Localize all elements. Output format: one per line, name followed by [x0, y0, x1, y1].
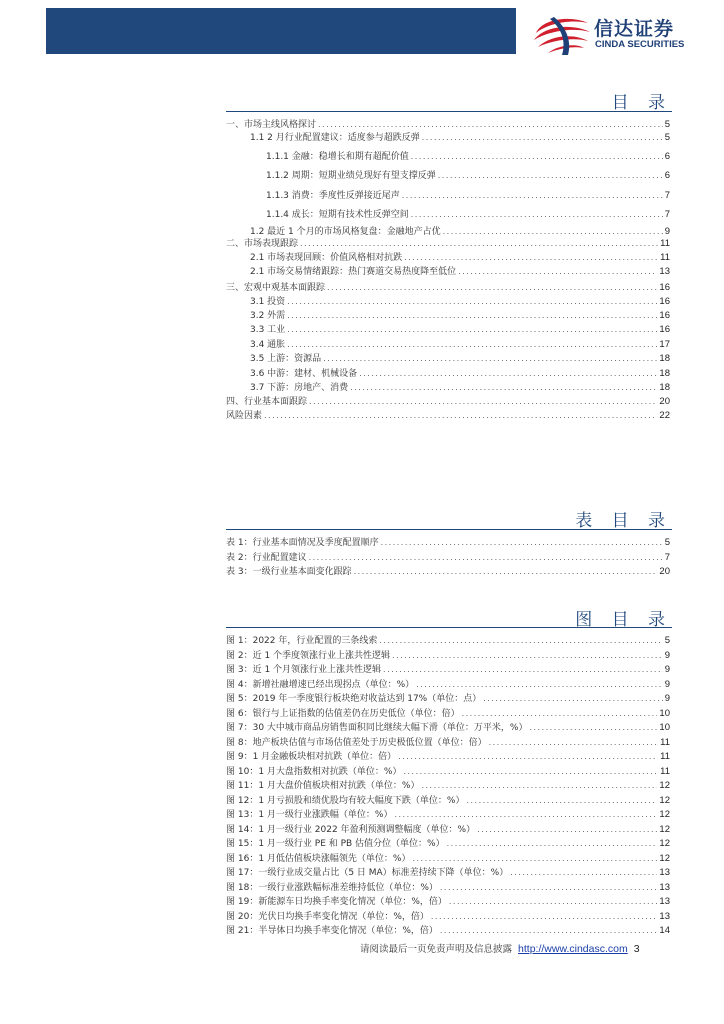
- toc-entry-page: 18: [659, 368, 670, 379]
- table-list-leader-dots: [309, 552, 663, 563]
- figure-list-entry-page: 12: [659, 852, 670, 864]
- figure-list-entry[interactable]: [226, 693, 670, 705]
- table-list-entry[interactable]: [226, 552, 670, 564]
- toc-entry-text: 3.4 通胀: [250, 340, 286, 350]
- toc-entry[interactable]: [226, 238, 670, 250]
- figure-list-leader-dots: [510, 867, 657, 878]
- toc-leader-dots: [404, 252, 658, 263]
- figure-list-leader-dots: [440, 882, 658, 893]
- figure-list-entry[interactable]: [226, 780, 670, 792]
- logo-chinese-name: 信达证券: [594, 18, 675, 40]
- toc-entry[interactable]: [250, 368, 670, 380]
- toc-entry[interactable]: [266, 151, 670, 163]
- toc-entry[interactable]: [226, 119, 670, 131]
- figure-list-entry-page: 13: [659, 896, 670, 907]
- toc-entry-page: 5: [664, 132, 670, 143]
- figure-list-leader-dots: [431, 911, 658, 922]
- figure-list-leader-dots: [489, 737, 659, 748]
- table-list-entry[interactable]: [226, 537, 670, 549]
- toc-entry-text: 三、宏观中观基本面跟踪: [226, 283, 326, 293]
- toc-leader-dots: [287, 324, 657, 335]
- toc-leader-dots: [402, 190, 663, 201]
- table-list-title: 表 目 录: [575, 511, 672, 531]
- toc-entry-text: 一、市场主线风格探讨: [226, 120, 317, 130]
- toc-entry-page: 7: [664, 190, 670, 201]
- footer-website-link[interactable]: http://www.cindasc.com: [518, 943, 628, 955]
- figure-list-entry-text: 图 19：新能源车日均换手率变化情况（单位：%，倍）: [226, 897, 447, 907]
- toc-entry-text: 3.2 外需: [250, 311, 286, 321]
- figure-list-entry-page: 13: [659, 867, 670, 878]
- figure-list-entry-page: 12: [659, 809, 670, 820]
- figure-list-entry-page: 12: [659, 780, 670, 791]
- figure-list-entry-text: 图 4：新增社融增速已经出现拐点（单位：%）: [226, 679, 415, 690]
- toc-entry[interactable]: [266, 190, 670, 202]
- toc-leader-dots: [264, 410, 657, 421]
- toc-entry[interactable]: [250, 324, 670, 336]
- figure-list-entry-page: 14: [659, 925, 670, 936]
- toc-entry-text: 2.1 市场表现回顾：价值风格相对抗跌: [250, 253, 403, 263]
- toc-leader-dots: [327, 282, 657, 293]
- header-banner: [46, 8, 516, 54]
- figure-list-entry[interactable]: [226, 853, 670, 865]
- figure-list-entry-page: 13: [659, 910, 670, 922]
- toc-entry-text: 3.5 上游：资源品: [250, 354, 322, 364]
- figure-list-entry[interactable]: [226, 766, 670, 778]
- toc-entry-page: 18: [659, 382, 670, 393]
- toc-entry-text: 3.1 投资: [250, 297, 286, 307]
- toc-entry[interactable]: [266, 209, 670, 221]
- figure-list-entry-text: 图 8：地产板块估值与市场估值差处于历史极低位置（单位：倍）: [226, 737, 487, 748]
- toc-entry-text: 1.1.4 成长：短期有技术性反弹空间: [266, 210, 409, 220]
- figure-list-entry[interactable]: [226, 679, 670, 691]
- toc-entry-page: 17: [659, 339, 670, 350]
- toc-leader-dots: [287, 296, 657, 307]
- figure-list-entry-page: 9: [664, 678, 670, 690]
- figure-list-leader-dots: [447, 838, 658, 849]
- toc-entry[interactable]: [250, 339, 670, 351]
- footer-disclaimer: 请阅读最后一页免责声明及信息披露: [360, 944, 513, 955]
- figure-list-leader-dots: [383, 664, 663, 675]
- toc-entry[interactable]: [250, 382, 670, 394]
- toc-entry-page: 7: [664, 209, 670, 220]
- toc-entry[interactable]: [250, 226, 670, 238]
- figure-list-entry[interactable]: [226, 751, 670, 763]
- figure-list-entry[interactable]: [226, 896, 670, 908]
- toc-entry-text: 1.2 最近 1 个月的市场风格复盘：金融地产占优: [250, 227, 441, 237]
- figure-list-divider: [226, 627, 672, 628]
- toc-entry[interactable]: [250, 252, 670, 264]
- figure-list-leader-dots: [529, 722, 657, 733]
- toc-entry-text: 3.6 中游：建材、机械设备: [250, 369, 358, 379]
- figure-list-entry-page: 13: [659, 881, 670, 893]
- figure-list-entry[interactable]: [226, 795, 670, 807]
- figure-list-leader-dots: [449, 896, 658, 907]
- toc-entry[interactable]: [250, 296, 670, 308]
- figure-list-entry[interactable]: [226, 925, 670, 937]
- toc-entry-page: 16: [659, 310, 670, 321]
- toc-entry-page: 16: [659, 324, 670, 335]
- figure-list-leader-dots: [466, 795, 657, 806]
- table-list-entry-text: 表 2：行业配置建议: [226, 552, 307, 563]
- toc-leader-dots: [422, 132, 663, 143]
- figure-list-entry[interactable]: [226, 708, 670, 720]
- figure-list-entry-text: 图 20：光伏日均换手率变化情况（单位：%，倍）: [226, 911, 429, 922]
- figure-list-leader-dots: [440, 925, 658, 936]
- figure-list-entry-page: 5: [664, 635, 670, 646]
- figure-list-entry-text: 图 18：一级行业涨跌幅标准差维持低位（单位：%）: [226, 882, 438, 893]
- figure-list-title: 图 目 录: [575, 610, 672, 630]
- figure-list-leader-dots: [398, 751, 658, 762]
- toc-entry[interactable]: [266, 170, 670, 182]
- toc-leader-dots: [443, 226, 663, 237]
- figure-list-entry-text: 图 9：1 月金融板块相对抗跌（单位：倍）: [226, 752, 397, 762]
- figure-list-entry-page: 10: [659, 722, 670, 733]
- table-list-entry-page: 5: [664, 537, 670, 548]
- figure-list-entry[interactable]: [226, 824, 670, 836]
- figure-list-entry-text: 图 15：1 月一级行业 PE 和 PB 估值分位（单位：%）: [226, 839, 445, 849]
- toc-entry[interactable]: [226, 410, 670, 422]
- figure-list-entry-text: 图 2：近 1 个季度领涨行业上涨共性逻辑: [226, 650, 391, 661]
- table-list-entry-text: 表 1：行业基本面情况及季度配置顺序: [226, 538, 379, 548]
- figure-list-leader-dots: [394, 809, 657, 820]
- figure-list-leader-dots: [483, 693, 662, 704]
- figure-list-entry-page: 12: [659, 838, 670, 849]
- toc-leader-dots: [411, 151, 663, 162]
- table-list-leader-dots: [354, 566, 658, 577]
- figure-list-entry-text: 图 11：1 月大盘价值板块相对抗跌（单位：%）: [226, 781, 420, 791]
- page-number: 3: [633, 943, 640, 955]
- toc-entry-text: 1.1.1 金融：稳增长和期有超配价值: [266, 152, 409, 162]
- table-list-entry-page: 20: [659, 566, 670, 577]
- figure-list-entry[interactable]: [226, 809, 670, 821]
- figure-list-entry[interactable]: [226, 722, 670, 734]
- toc-entry[interactable]: [226, 282, 670, 294]
- toc-entry[interactable]: [226, 396, 670, 408]
- toc-leader-dots: [318, 119, 663, 130]
- figure-list-leader-dots: [462, 708, 658, 719]
- toc-leader-dots: [350, 382, 657, 393]
- toc-divider: [226, 111, 672, 112]
- toc-entry-page: 5: [664, 119, 670, 130]
- figure-list-entry-text: 图 13：1 月一级行业涨跌幅（单位：%）: [226, 810, 393, 820]
- toc-title: 目 录: [611, 93, 672, 113]
- toc-entry-text: 3.7 下游：房地产、消费: [250, 383, 349, 393]
- table-list-entry-page: 7: [664, 551, 670, 563]
- figure-list-entry[interactable]: [226, 737, 670, 749]
- globe-logo-icon: [532, 13, 592, 55]
- toc-entry-text: 二、市场表现跟踪: [226, 239, 299, 249]
- figure-list-leader-dots: [416, 679, 663, 690]
- figure-list-leader-dots: [412, 853, 657, 864]
- toc-entry-page: 18: [659, 353, 670, 364]
- toc-entry-text: 四、行业基本面跟踪: [226, 397, 308, 407]
- table-list-divider: [226, 529, 672, 530]
- toc-entry-text: 1.1.2 周期：短期业绩兑现好有望支撑反弹: [266, 171, 436, 181]
- figure-list-entry[interactable]: [226, 650, 670, 662]
- toc-entry-text: 1.1.3 消费：季度性反弹接近尾声: [266, 191, 400, 201]
- toc-entry-text: 3.3 工业: [250, 325, 286, 335]
- toc-entry-text: 2.1 市场交易情绪跟踪：热门赛道交易热度降至低位: [250, 267, 457, 277]
- toc-entry-page: 6: [664, 170, 670, 181]
- figure-list-entry[interactable]: [226, 911, 670, 923]
- toc-entry[interactable]: [250, 132, 670, 144]
- figure-list-entry[interactable]: [226, 635, 670, 647]
- figure-list-entry-text: 图 10：1 月大盘指数相对抗跌（单位：%）: [226, 766, 402, 777]
- figure-list-entry-text: 图 12：1 月亏损股和绩优股均有较大幅度下跌（单位：%）: [226, 795, 465, 806]
- figure-list-entry-page: 11: [660, 736, 670, 748]
- figure-list-entry-page: 11: [660, 751, 670, 762]
- figure-list-leader-dots: [403, 766, 658, 777]
- figure-list-leader-dots: [392, 650, 663, 661]
- figure-list-entry-text: 图 5：2019 年一季度银行板块绝对收益达到 17%（单位：点）: [226, 694, 482, 704]
- toc-entry[interactable]: [250, 310, 670, 322]
- figure-list-entry-text: 图 7：30 大中城市商品房销售面积同比继续大幅下滑（单位：万平米，%）: [226, 723, 528, 733]
- figure-list-entry-text: 图 17：一级行业成交量占比（5 日 MA）标准差持续下降（单位：%）: [226, 868, 509, 878]
- figure-list-entry[interactable]: [226, 882, 670, 894]
- page-footer: [360, 941, 640, 955]
- figure-list-entry-text: 图 6：银行与上证指数的估值差仍在历史低位（单位：倍）: [226, 708, 460, 719]
- toc-leader-dots: [323, 353, 657, 364]
- figure-list-leader-dots: [477, 824, 657, 835]
- toc-entry-page: 20: [659, 396, 670, 407]
- figure-list-entry-text: 图 14：1 月一级行业 2022 年盈利预测调整幅度（单位：%）: [226, 824, 476, 835]
- toc-leader-dots: [458, 266, 657, 277]
- figure-list-entry-text: 图 16：1 月低估值板块涨幅领先（单位：%）: [226, 853, 411, 864]
- toc-entry-text: 风险因素: [226, 411, 263, 421]
- figure-list-entry-text: 图 3：近 1 个月领涨行业上涨共性逻辑: [226, 665, 382, 675]
- figure-list-entry-page: 10: [659, 707, 670, 719]
- toc-entry-text: 1.1 2 月行业配置建议：适度参与超跌反弹: [250, 133, 420, 143]
- toc-leader-dots: [287, 310, 657, 321]
- figure-list-entry-text: 图 21：半导体日均换手率变化情况（单位：%，倍）: [226, 926, 438, 936]
- toc-leader-dots: [438, 170, 663, 181]
- toc-entry-page: 22: [659, 410, 670, 421]
- figure-list-leader-dots: [421, 780, 657, 791]
- toc-leader-dots: [411, 209, 663, 220]
- company-logo: [532, 13, 718, 57]
- toc-leader-dots: [300, 238, 658, 249]
- toc-entry-page: 16: [659, 282, 670, 293]
- figure-list-entry-page: 9: [664, 649, 670, 661]
- figure-list-entry-text: 图 1：2022 年，行业配置的三条线索: [226, 636, 378, 646]
- toc-entry-page: 11: [660, 252, 670, 263]
- figure-list-entry-page: 9: [664, 693, 670, 704]
- toc-entry-page: 9: [664, 226, 670, 237]
- toc-entry[interactable]: [250, 353, 670, 365]
- table-list-entry-text: 表 3：一级行业基本面变化跟踪: [226, 567, 352, 577]
- toc-entry[interactable]: [250, 266, 670, 278]
- figure-list-entry[interactable]: [226, 838, 670, 850]
- figure-list-entry[interactable]: [226, 867, 670, 879]
- figure-list-entry[interactable]: [226, 664, 670, 676]
- toc-entry-page: 16: [659, 296, 670, 307]
- figure-list-entry-page: 9: [664, 664, 670, 675]
- toc-leader-dots: [287, 339, 657, 350]
- table-list-leader-dots: [381, 537, 663, 548]
- logo-english-name: CINDA SECURITIES: [595, 39, 685, 50]
- toc-leader-dots: [309, 396, 657, 407]
- figure-list-entry-page: 12: [659, 823, 670, 835]
- figure-list-entry-page: 11: [660, 765, 670, 777]
- figure-list-entry-page: 12: [659, 794, 670, 806]
- toc-entry-page: 13: [659, 266, 670, 277]
- toc-entry-page: 11: [660, 238, 670, 249]
- toc-leader-dots: [359, 368, 657, 379]
- toc-entry-page: 6: [664, 151, 670, 162]
- figure-list-leader-dots: [379, 635, 662, 646]
- table-list-entry[interactable]: [226, 566, 670, 578]
